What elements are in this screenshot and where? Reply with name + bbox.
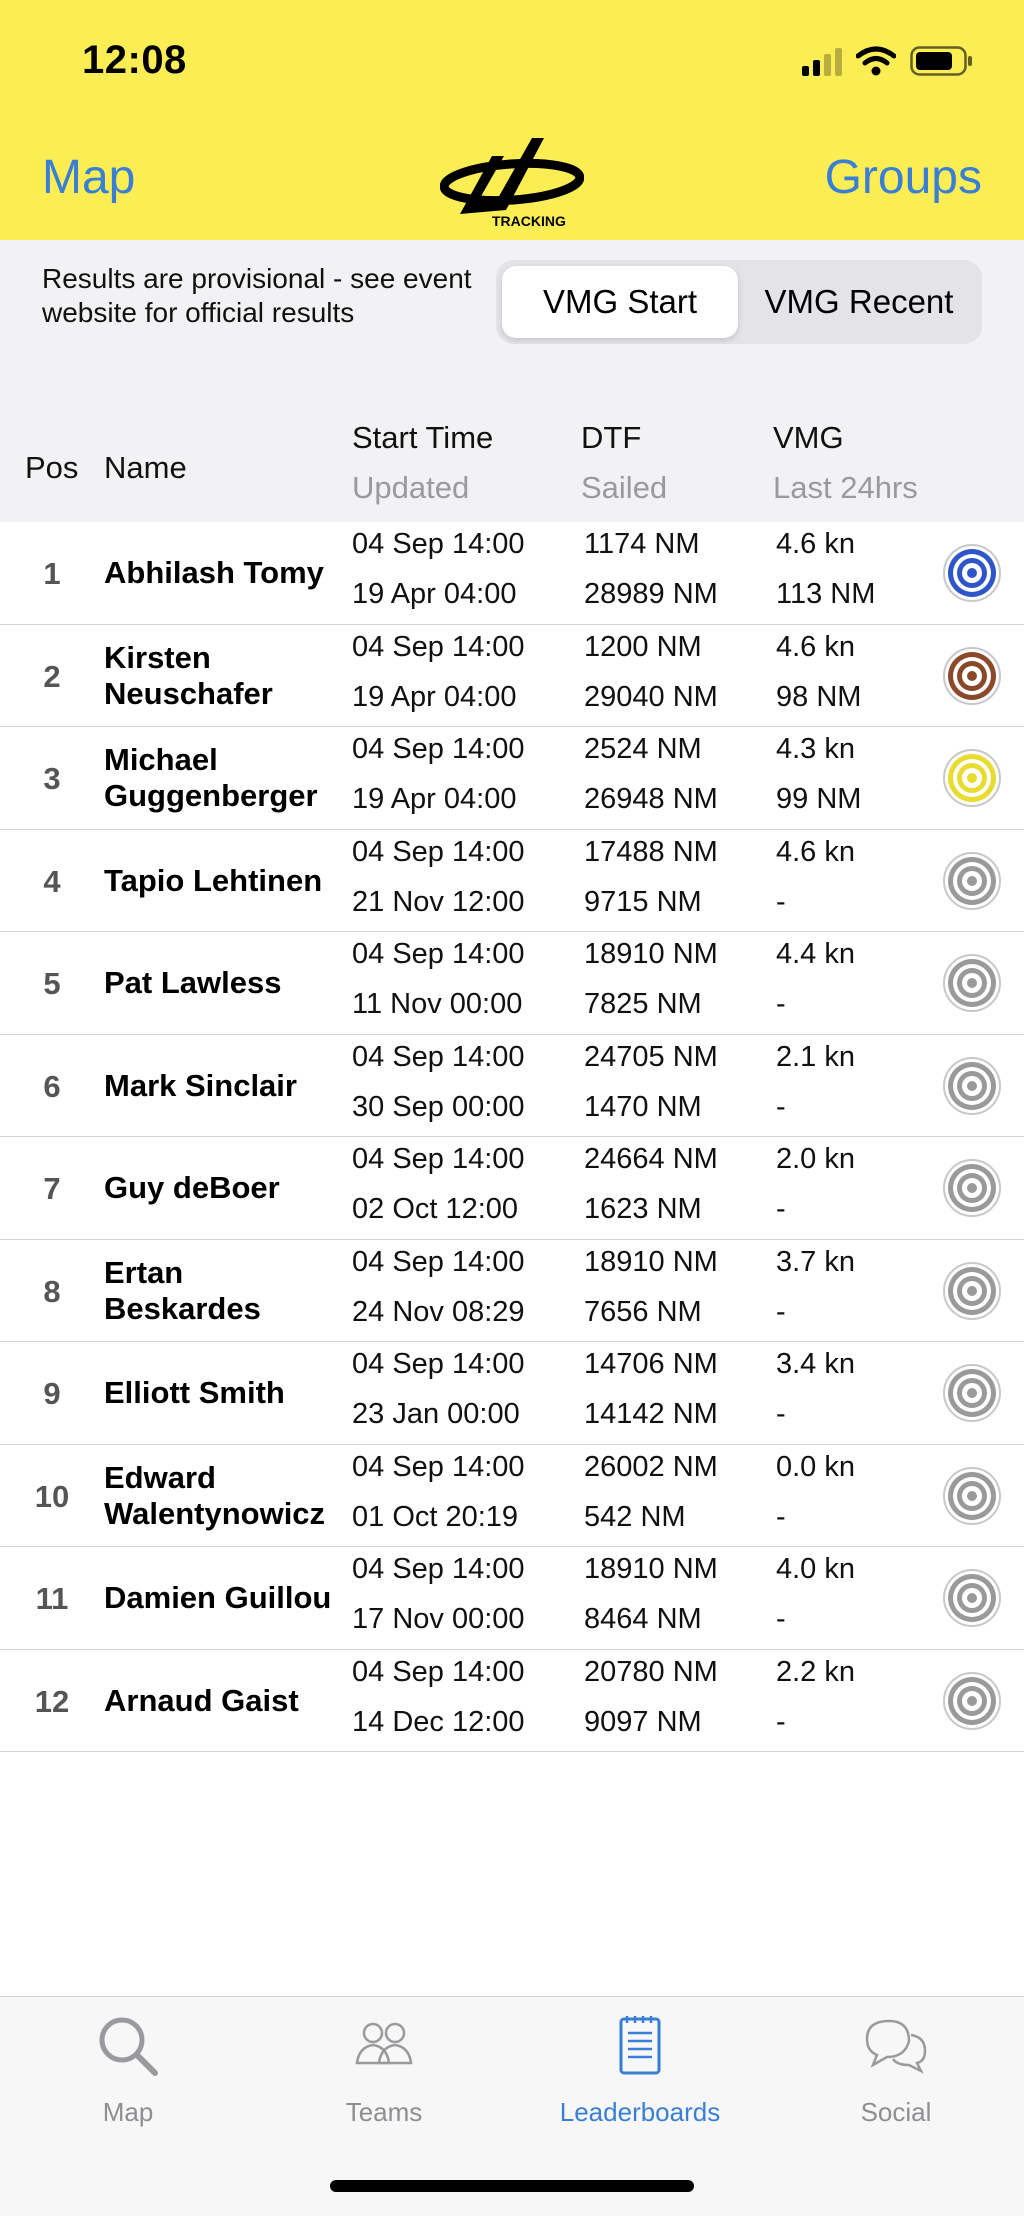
leaderboard-row[interactable] (0, 1650, 1024, 1753)
row-sailed: 14142 NM (584, 1398, 718, 1430)
row-last-24hrs: - (776, 1398, 786, 1430)
leaderboard-list (0, 522, 1024, 1752)
provisional-notice: Results are provisional - see event website for official results (42, 263, 472, 328)
row-start-time: 04 Sep 14:00 (352, 733, 525, 765)
leaderboard-row[interactable] (0, 1137, 1024, 1240)
row-name: Damien Guillou (104, 1580, 332, 1615)
row-position: 6 (43, 1068, 61, 1104)
groups-nav-link[interactable]: Groups (824, 151, 982, 204)
row-sailed: 7825 NM (584, 988, 702, 1020)
row-last-24hrs: 113 NM (776, 578, 876, 610)
row-vmg: 4.0 kn (776, 1553, 855, 1585)
row-dtf: 18910 NM (584, 1245, 718, 1278)
row-dtf: 1200 NM (584, 630, 702, 663)
row-start-time: 04 Sep 14:00 (352, 938, 525, 970)
leaderboard-row[interactable] (0, 1342, 1024, 1445)
row-name: Arnaud Gaist (104, 1682, 299, 1718)
leaderboard-row[interactable] (0, 830, 1024, 933)
row-start-time: 04 Sep 14:00 (352, 1245, 525, 1278)
row-position: 3 (43, 761, 61, 796)
row-name: Abhilash Tomy (104, 555, 324, 590)
row-start-time: 04 Sep 14:00 (352, 1553, 525, 1585)
target-icon[interactable] (942, 1671, 1002, 1731)
row-position: 5 (43, 966, 61, 1001)
row-dtf: 18910 NM (584, 938, 718, 970)
row-position: 10 (34, 1478, 70, 1514)
row-dtf: 2524 NM (584, 733, 702, 765)
target-icon[interactable] (942, 1056, 1002, 1116)
row-sailed: 1470 NM (584, 1090, 702, 1123)
status-time: 12:08 (82, 38, 187, 82)
row-last-24hrs: - (776, 1500, 786, 1533)
row-dtf: 14706 NM (584, 1348, 718, 1380)
home-indicator (330, 2180, 694, 2192)
column-subheader-sailed: Sailed (581, 470, 668, 505)
row-sailed: 542 NM (584, 1500, 686, 1533)
leaderboard-row[interactable] (0, 932, 1024, 1035)
target-icon[interactable] (942, 1158, 1002, 1218)
row-sailed: 9715 NM (584, 885, 702, 918)
row-vmg: 4.3 kn (776, 733, 855, 765)
row-vmg: 4.6 kn (776, 835, 855, 868)
row-position: 7 (43, 1171, 61, 1206)
row-name: Guy deBoer (104, 1170, 280, 1205)
row-start-time: 04 Sep 14:00 (352, 1655, 525, 1688)
column-header-vmg: VMG (773, 420, 844, 455)
status-icons (802, 46, 974, 76)
row-name: Pat Lawless (104, 965, 282, 1000)
row-position: 2 (43, 658, 61, 694)
row-position: 11 (35, 1581, 69, 1616)
tab-social[interactable] (768, 2011, 1024, 2128)
row-sailed: 9097 NM (584, 1705, 702, 1738)
row-dtf: 18910 NM (584, 1553, 718, 1585)
row-last-24hrs: 99 NM (776, 783, 862, 815)
row-position: 9 (43, 1376, 61, 1411)
row-vmg: 4.6 kn (776, 630, 855, 663)
row-updated: 11 Nov 00:00 (352, 988, 523, 1020)
tab-label: Leaderboards (559, 2097, 721, 2127)
logo-text: TRACKING (492, 213, 566, 229)
row-sailed: 8464 NM (584, 1603, 702, 1635)
leaderboard-row[interactable] (0, 1445, 1024, 1548)
row-dtf: 24664 NM (584, 1143, 718, 1175)
row-vmg: 2.0 kn (776, 1143, 855, 1175)
row-sailed: 1623 NM (584, 1193, 702, 1225)
row-vmg: 3.4 kn (776, 1348, 855, 1380)
row-vmg: 3.7 kn (776, 1245, 855, 1278)
row-updated: 02 Oct 12:00 (352, 1193, 519, 1225)
row-last-24hrs: - (776, 1705, 786, 1738)
leaderboard-row[interactable] (0, 1240, 1024, 1343)
row-name: Tapio Lehtinen (104, 862, 323, 898)
row-last-24hrs: 98 NM (776, 680, 862, 713)
target-icon[interactable] (942, 1261, 1002, 1321)
row-updated: 01 Oct 20:19 (352, 1500, 519, 1533)
row-start-time: 04 Sep 14:00 (352, 1348, 525, 1380)
leaderboard-row[interactable] (0, 1035, 1024, 1138)
row-updated: 14 Dec 12:00 (352, 1705, 525, 1738)
target-icon[interactable] (942, 1466, 1002, 1526)
row-dtf: 26002 NM (584, 1450, 718, 1483)
row-start-time: 04 Sep 14:00 (352, 835, 525, 868)
target-icon[interactable] (942, 1363, 1002, 1423)
row-updated: 19 Apr 04:00 (352, 578, 517, 610)
row-position: 4 (43, 863, 61, 899)
row-updated: 21 Nov 12:00 (352, 885, 525, 918)
row-updated: 17 Nov 00:00 (352, 1603, 525, 1635)
leaderboard-row[interactable] (0, 522, 1024, 625)
row-position: 8 (43, 1273, 61, 1309)
tab-label: Social (860, 2097, 932, 2127)
wifi-icon (856, 46, 896, 76)
leaderboard-row[interactable] (0, 727, 1024, 830)
people-icon (349, 2011, 419, 2081)
row-name: Elliott Smith (104, 1375, 285, 1410)
column-subheader-updated: Updated (352, 470, 470, 505)
vmg-segmented-control (496, 260, 982, 344)
yb-tracking-logo (440, 134, 584, 230)
row-sailed: 7656 NM (584, 1295, 702, 1328)
row-name: Edward Walentynowicz (104, 1459, 326, 1531)
target-icon[interactable] (942, 851, 1002, 911)
row-last-24hrs: - (776, 1193, 786, 1225)
row-dtf: 1174 NM (584, 528, 700, 560)
row-dtf: 24705 NM (584, 1040, 718, 1073)
target-icon[interactable] (942, 646, 1002, 706)
row-updated: 24 Nov 08:29 (352, 1295, 525, 1328)
column-header-dtf: DTF (581, 420, 642, 455)
tab-label: Teams (345, 2097, 423, 2127)
target-icon[interactable] (942, 953, 1002, 1013)
leaderboard-row[interactable] (0, 1547, 1024, 1650)
row-vmg: 4.4 kn (776, 938, 855, 970)
row-vmg: 0.0 kn (776, 1450, 855, 1483)
target-icon[interactable] (942, 748, 1002, 808)
row-last-24hrs: - (776, 988, 786, 1020)
tab-teams[interactable] (256, 2011, 512, 2128)
row-updated: 23 Jan 00:00 (352, 1398, 520, 1430)
target-icon[interactable] (942, 543, 1002, 603)
column-header-name: Name (104, 450, 187, 485)
row-last-24hrs: - (776, 1603, 786, 1635)
cellular-signal-icon (802, 46, 842, 76)
row-name: Kirsten Neuschafer (104, 639, 273, 711)
row-last-24hrs: - (776, 1295, 786, 1328)
row-dtf: 17488 NM (584, 835, 718, 868)
row-name: Ertan Beskardes (104, 1254, 261, 1326)
row-vmg: 2.1 kn (776, 1040, 855, 1073)
battery-icon (910, 46, 974, 76)
row-start-time: 04 Sep 14:00 (352, 528, 525, 560)
row-position: 12 (34, 1683, 70, 1719)
map-nav-link[interactable]: Map (42, 151, 136, 204)
notepad-icon (605, 2011, 675, 2081)
vmg-recent-segment[interactable]: VMG Recent (764, 283, 954, 320)
column-header-start-time: Start Time (352, 420, 494, 455)
search-icon (93, 2011, 163, 2081)
row-name: Michael Guggenberger (104, 742, 318, 813)
row-position: 1 (43, 556, 61, 591)
row-start-time: 04 Sep 14:00 (352, 630, 525, 663)
chat-bubbles-icon (861, 2011, 931, 2081)
column-subheader-last-24hrs: Last 24hrs (773, 470, 918, 505)
row-vmg: 2.2 kn (776, 1655, 855, 1688)
leaderboard-row[interactable] (0, 625, 1024, 728)
target-icon[interactable] (942, 1568, 1002, 1628)
row-name: Mark Sinclair (104, 1067, 297, 1103)
row-updated: 19 Apr 04:00 (352, 783, 517, 815)
column-header-pos: Pos (25, 450, 79, 485)
row-last-24hrs: - (776, 885, 786, 918)
vmg-start-segment[interactable]: VMG Start (502, 266, 738, 338)
row-sailed: 29040 NM (584, 680, 718, 713)
row-sailed: 28989 NM (584, 578, 718, 610)
top-header (0, 0, 1024, 240)
tab-map[interactable] (0, 2011, 256, 2128)
row-start-time: 04 Sep 14:00 (352, 1040, 525, 1073)
row-vmg: 4.6 kn (776, 528, 855, 560)
row-sailed: 26948 NM (584, 783, 718, 815)
tab-label: Map (102, 2097, 154, 2127)
row-dtf: 20780 NM (584, 1655, 718, 1688)
tab-leaderboards[interactable] (512, 2011, 768, 2128)
row-start-time: 04 Sep 14:00 (352, 1450, 525, 1483)
row-updated: 19 Apr 04:00 (352, 680, 517, 713)
row-last-24hrs: - (776, 1090, 786, 1123)
row-updated: 30 Sep 00:00 (352, 1090, 525, 1123)
row-start-time: 04 Sep 14:00 (352, 1143, 525, 1175)
